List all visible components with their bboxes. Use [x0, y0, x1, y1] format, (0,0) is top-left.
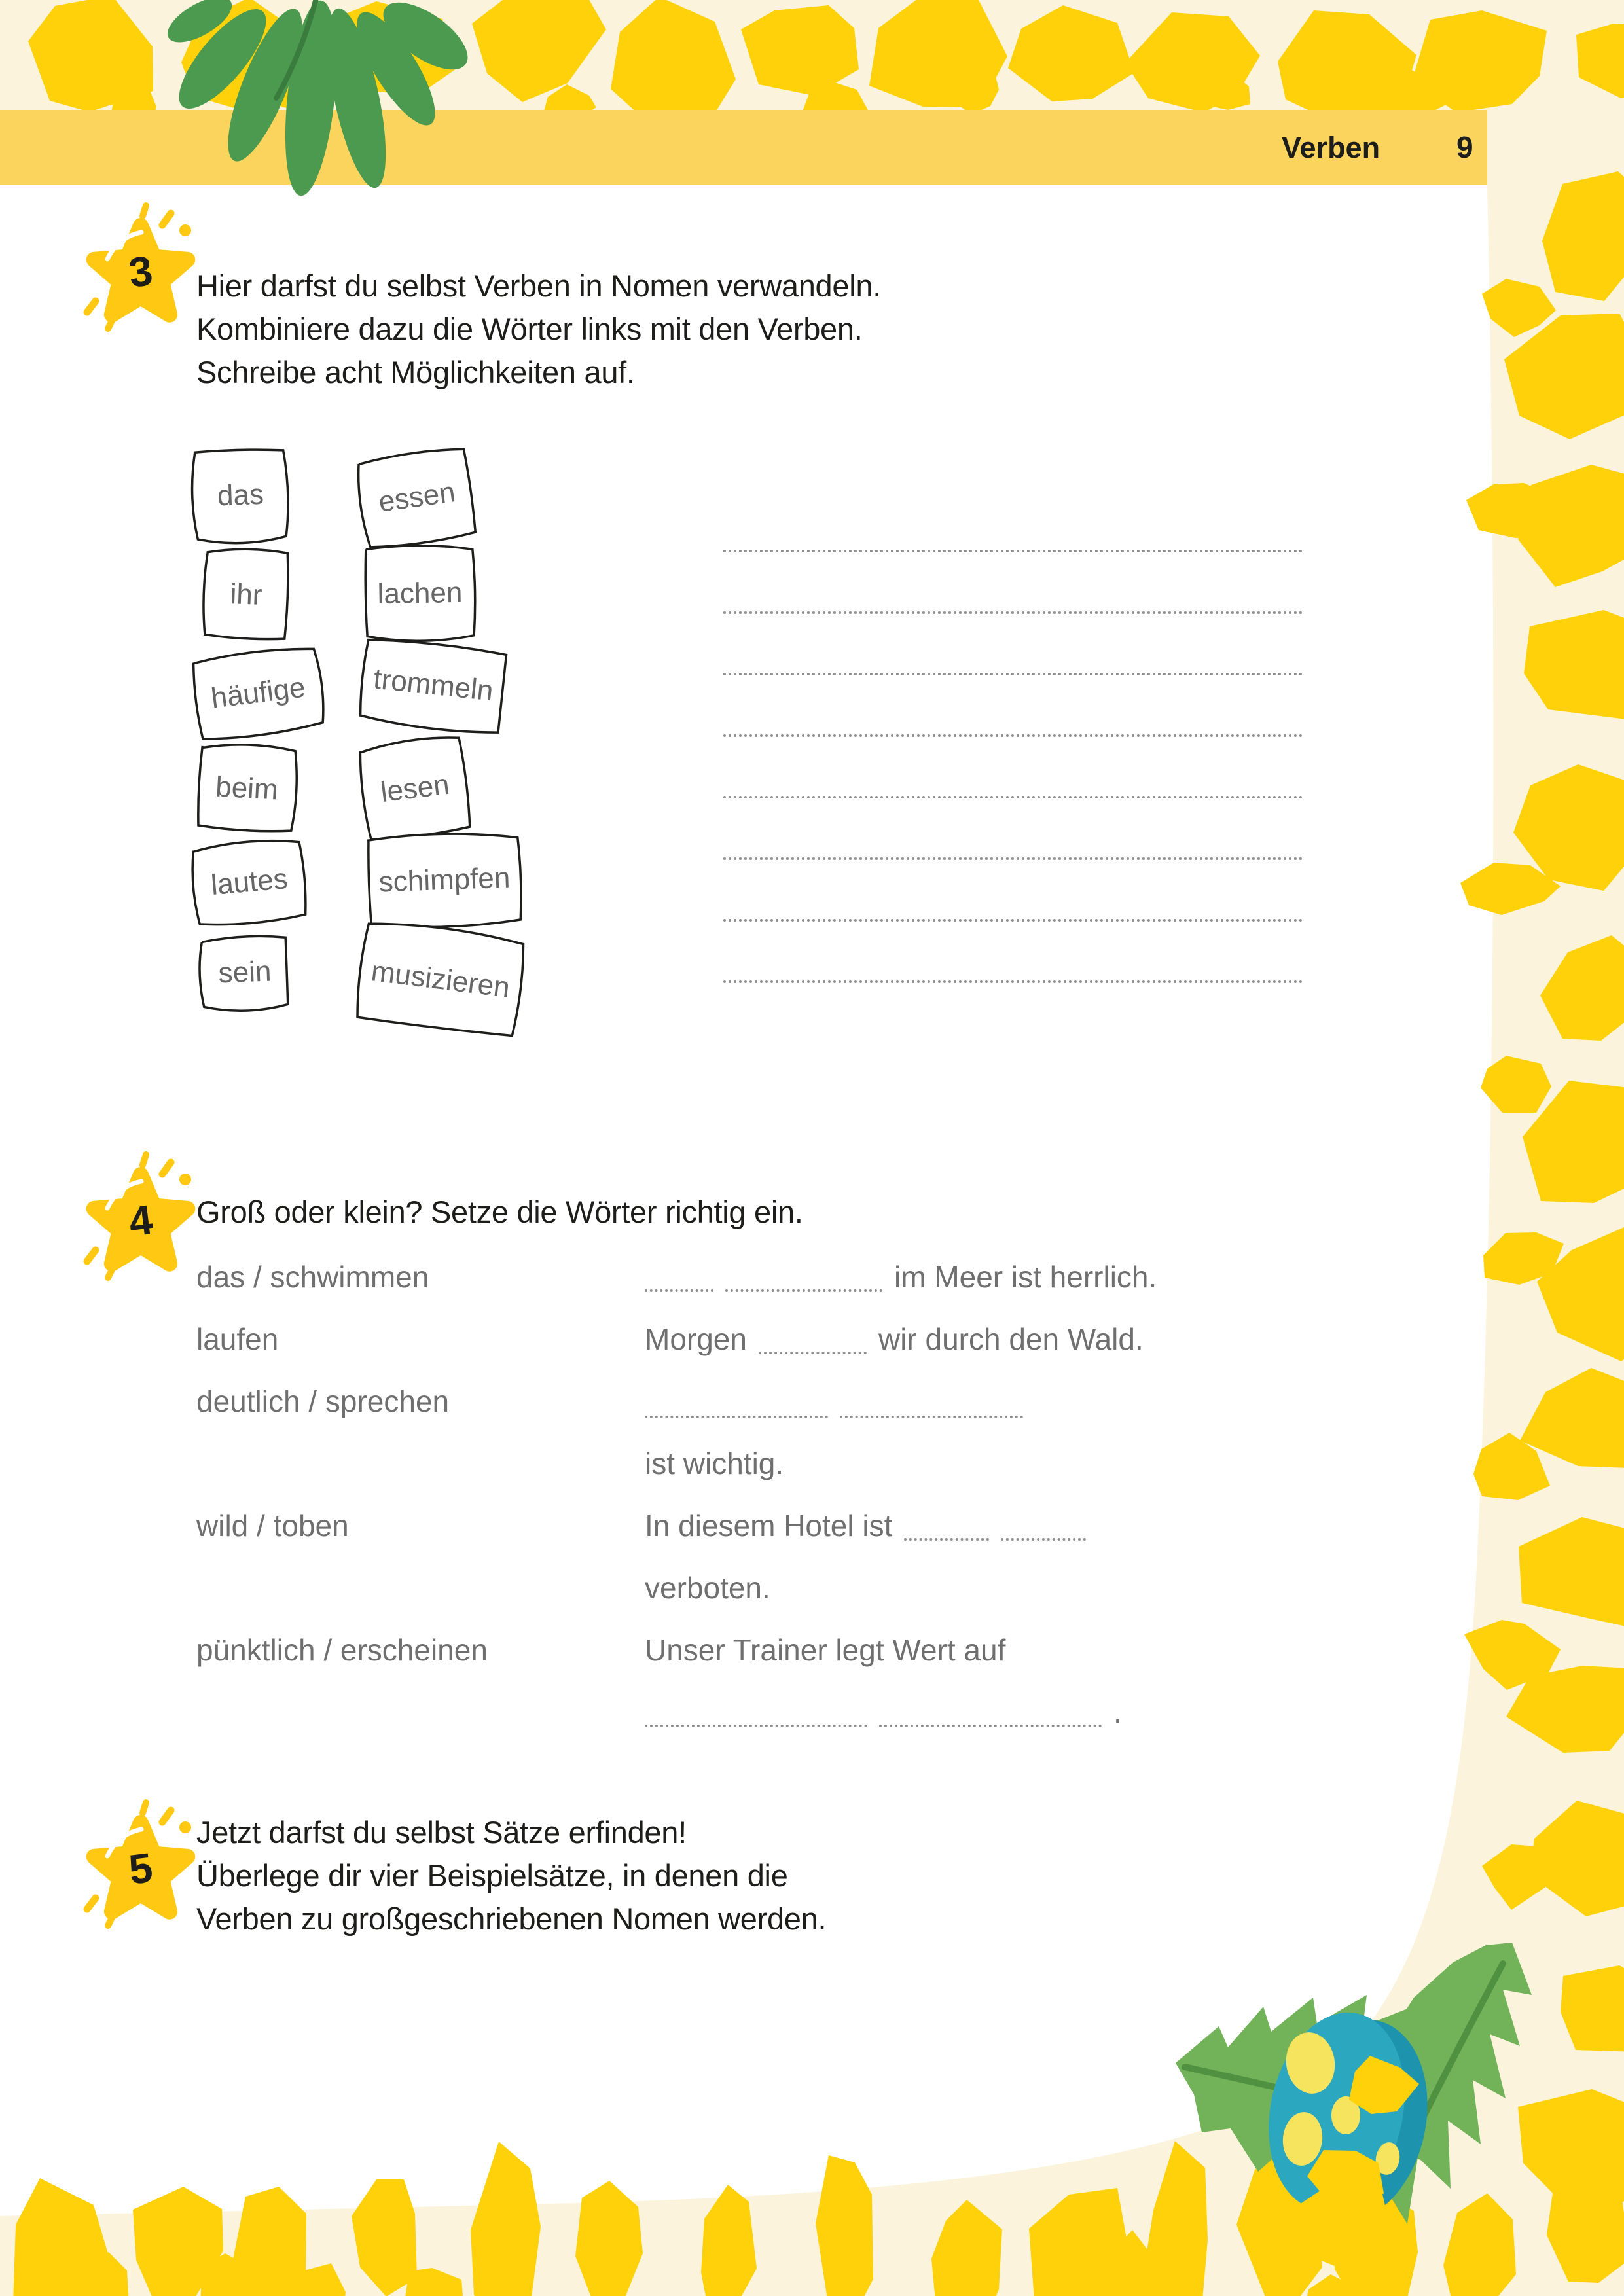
word-tile-sein — [202, 937, 288, 1008]
exercise-5-instructions — [196, 1811, 826, 1941]
exercise-3-instructions — [196, 264, 881, 394]
exercise-number: 4 — [126, 1196, 156, 1246]
fill-in-blank[interactable] — [645, 1393, 828, 1418]
word-tile-lautes — [193, 840, 305, 925]
fill-in-blank[interactable] — [759, 1329, 867, 1354]
tile-word: lautes — [209, 862, 289, 902]
sentence-parts — [645, 1446, 795, 1481]
tile-word: musizieren — [369, 954, 512, 1004]
sentence-text: wir durch den Wald. — [878, 1321, 1144, 1356]
answer-line[interactable] — [723, 734, 1303, 737]
fill-in-blank[interactable] — [840, 1393, 1023, 1418]
sentence-row — [196, 1246, 1348, 1308]
fill-in-blank[interactable] — [725, 1267, 882, 1292]
word-tile-schimpfen — [369, 835, 520, 925]
chapter-title: Verben — [1282, 131, 1380, 164]
word-tile-lachen — [366, 548, 474, 639]
exercise-4-badge — [85, 1166, 196, 1278]
word-tile-musizieren — [357, 923, 524, 1036]
exercise-5-badge — [85, 1814, 196, 1926]
sentence-parts — [645, 1259, 1168, 1295]
sentence-parts — [645, 1570, 782, 1605]
sentence-row — [196, 1681, 1348, 1743]
fill-in-blank[interactable] — [1001, 1516, 1086, 1541]
instruction-line: Verben zu großgeschriebenen Nomen werden. — [196, 1901, 827, 1936]
sentence-text: ist wichtig. — [645, 1446, 784, 1480]
page-number: 9 — [1456, 130, 1473, 164]
sentence-row — [196, 1556, 1348, 1619]
answer-line[interactable] — [723, 919, 1303, 922]
word-tile-das — [195, 449, 287, 543]
word-tile-essen — [359, 447, 476, 547]
sentence-text: In diesem Hotel ist — [645, 1508, 893, 1543]
tile-word: schimpfen — [378, 861, 511, 899]
tile-word: sein — [217, 955, 272, 990]
word-prompt: laufen — [196, 1321, 279, 1356]
instruction-line: Groß oder klein? Setze die Wörter richtig ein. — [196, 1194, 803, 1229]
exercise-3-badge — [85, 217, 196, 329]
tile-word: beim — [215, 770, 279, 806]
answer-line[interactable] — [723, 980, 1303, 983]
word-tile-beim — [198, 745, 295, 832]
instruction-line: Hier darfst du selbst Verben in Nomen verwandeln. — [196, 268, 881, 303]
sentence-text: Unser Trainer legt Wert auf — [645, 1632, 1006, 1667]
tile-word: essen — [376, 476, 458, 518]
instruction-line: Überlege dir vier Beispielsätze, in denen die — [196, 1858, 788, 1893]
tile-word: ihr — [229, 578, 263, 611]
sentence-text: verboten. — [645, 1570, 770, 1605]
instruction-line: Kombiniere dazu die Wörter links mit den Verben. — [196, 312, 863, 346]
tile-word: trommeln — [372, 662, 495, 708]
sentence-row — [196, 1308, 1348, 1370]
word-tile-trommeln — [360, 638, 507, 732]
sentence-row — [196, 1494, 1348, 1556]
sentence-parts — [645, 1695, 1134, 1730]
answer-line[interactable] — [723, 857, 1303, 860]
exercise-number: 5 — [126, 1844, 156, 1893]
answer-line[interactable] — [723, 550, 1303, 552]
instruction-line: Jetzt darfst du selbst Sätze erfinden! — [196, 1815, 687, 1850]
sentence-parts — [645, 1508, 1098, 1543]
word-tile-häufige — [193, 647, 323, 739]
answer-line[interactable] — [723, 796, 1303, 798]
sentence-parts — [645, 1632, 1017, 1668]
sentence-row — [196, 1370, 1348, 1432]
tile-word: häufige — [209, 671, 308, 715]
exercise-4-instruction — [196, 1191, 803, 1234]
answer-line[interactable] — [723, 673, 1303, 675]
tile-word: lachen — [377, 576, 463, 610]
word-prompt: deutlich / sprechen — [196, 1384, 450, 1418]
sentence-parts — [645, 1389, 1035, 1414]
tile-word: lesen — [378, 768, 452, 809]
word-prompt: wild / toben — [196, 1508, 349, 1543]
fill-in-blank[interactable] — [904, 1516, 989, 1541]
tile-word: das — [217, 478, 264, 512]
exercise-number: 3 — [126, 247, 156, 296]
sentence-parts — [645, 1321, 1155, 1357]
fill-in-blank[interactable] — [645, 1702, 867, 1727]
sentence-row — [196, 1619, 1348, 1681]
sentence-row — [196, 1432, 1348, 1494]
fill-in-blank[interactable] — [879, 1702, 1102, 1727]
answer-line[interactable] — [723, 611, 1303, 614]
instruction-line: Schreibe acht Möglichkeiten auf. — [196, 355, 635, 389]
sentence-text: . — [1113, 1695, 1122, 1729]
word-prompt: pünktlich / erscheinen — [196, 1632, 488, 1667]
sentence-text: Morgen — [645, 1321, 747, 1356]
word-tile-lesen — [360, 738, 470, 839]
word-tile-ihr — [205, 550, 288, 639]
word-prompt: das / schwimmen — [196, 1259, 429, 1294]
sentence-text: im Meer ist herrlich. — [894, 1259, 1157, 1294]
fill-in-blank[interactable] — [645, 1267, 713, 1292]
